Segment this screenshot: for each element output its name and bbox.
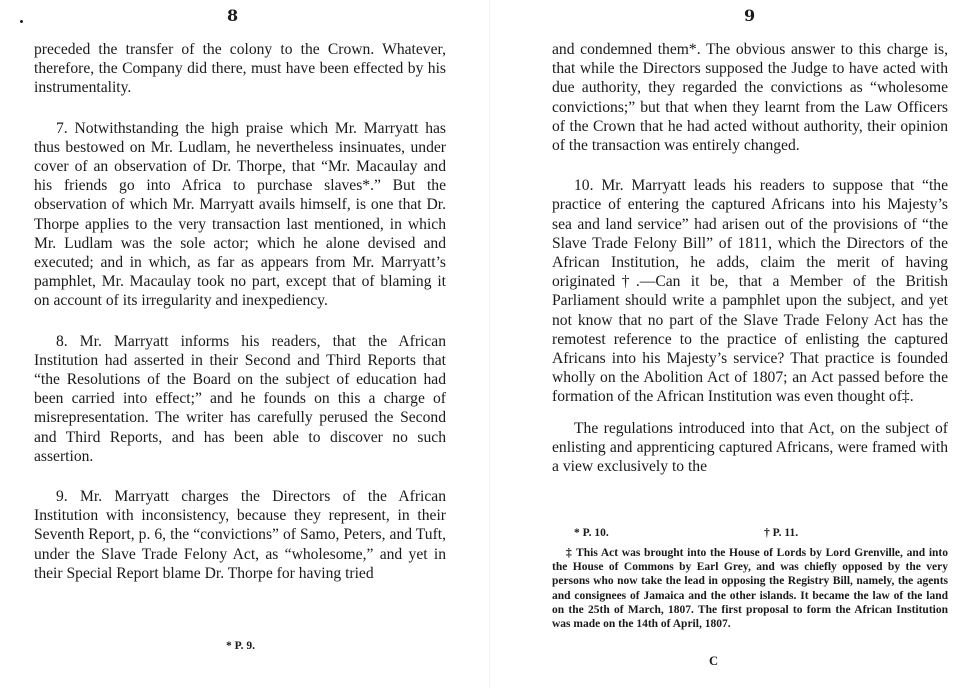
page-number: 9 — [744, 6, 756, 25]
body-text — [34, 40, 446, 583]
page-number: 8 — [227, 6, 239, 25]
footnote: † P. 11. — [764, 527, 799, 539]
right-page — [490, 0, 980, 688]
paragraph: 7. Notwithstanding the high praise which Mr. Marryatt has thus bestowed on Mr. Ludlam, he nevertheless insinuates, under cover of an observation of Dr. Thorpe, that “Mr. Macaulay and his friends go into Africa to purchase slaves*.” But the observation of which Mr. Marryatt avails himself, is one that Dr. Thorpe applies to the very transaction last mentioned, in which Mr. Ludlam was the sole actor; which he alone devised and executed; and in which, as far as appears from Mr. Marryatt’s pamphlet, Mr. Macaulay took no part, except that of blaming it on account of its irregularity and inexpediency. — [34, 119, 446, 310]
body-text — [552, 40, 948, 476]
paragraph: 9. Mr. Marryatt charges the Directors of the African Institution with inconsistency, because they represent, in their Seventh Report, p. 6, the “convictions” of Samo, Peters, and Tuft, under the Slave Trade Felony Act, as “wholesome,” and yet in their Special Report blame Dr. Thorpe for having tried — [34, 488, 446, 582]
paragraph: and condemned them*. The obvious answer to this charge is, that while the Directors supposed the Judge to have acted with due authority, they regarded the convictions as “wholesome convictions;” but that when they learnt from the Law Officers of the Crown that he had acted without authority, their opinion of the transaction was entirely changed. — [552, 41, 948, 155]
signature-mark: C — [709, 654, 719, 668]
paragraph: 8. Mr. Marryatt informs his readers, that the African Institution had asserted in their Second and Third Reports that “the Resolutions of the Board on the subject of education had been carried into effect;” and he founds on this a charge of misrepresentation. The writer has carefully perused the Second and Third Reports, and has been able to discover no such assertion. — [34, 332, 446, 465]
footnote-text: ‡ This Act was brought into the House of Lords by Lord Grenville, and into the House of Commons by Earl Grey, and was chiefly opposed by the very persons who now take the lead in opposing the Registry Bill, namely, the agents and consignees of Jamaica and the other islands. It became the law of the land on the 25th of March, 1807. The first proposal to form the African Institution was made on the 14th of April, 1807. — [552, 547, 948, 631]
footnote: * P. 9. — [226, 640, 255, 652]
footnote: * P. 10. — [574, 527, 609, 539]
paragraph: preceded the transfer of the colony to the Crown. Whatever, therefore, the Company did there, must have been effected by his instrumentality. — [34, 41, 446, 97]
ink-speck — [20, 20, 23, 23]
paragraph: The regulations introduced into that Act, on the subject of enlisting and apprenticing captured Africans, were framed with a view exclusively to the — [552, 419, 948, 476]
paragraph: 10. Mr. Marryatt leads his readers to suppose that “the practice of entering the captured Africans into his Majesty’s sea and land service” had arisen out of the provisions of “the Slave Trade Felony Bill” of 1811, which the Directors of the African Institution, he adds, claim the merit of having originated†.—Can it be, that a Member of the British Parliament should write a pamphlet upon the subject, and yet not know that no part of the Slave Trade Felony Act has the remotest reference to the practice of enlisting the captured Africans into his Majesty’s service? That practice is founded wholly on the Abolition Act of 1807; an Act passed before the formation of the African Institution was even thought of‡. — [552, 177, 948, 406]
